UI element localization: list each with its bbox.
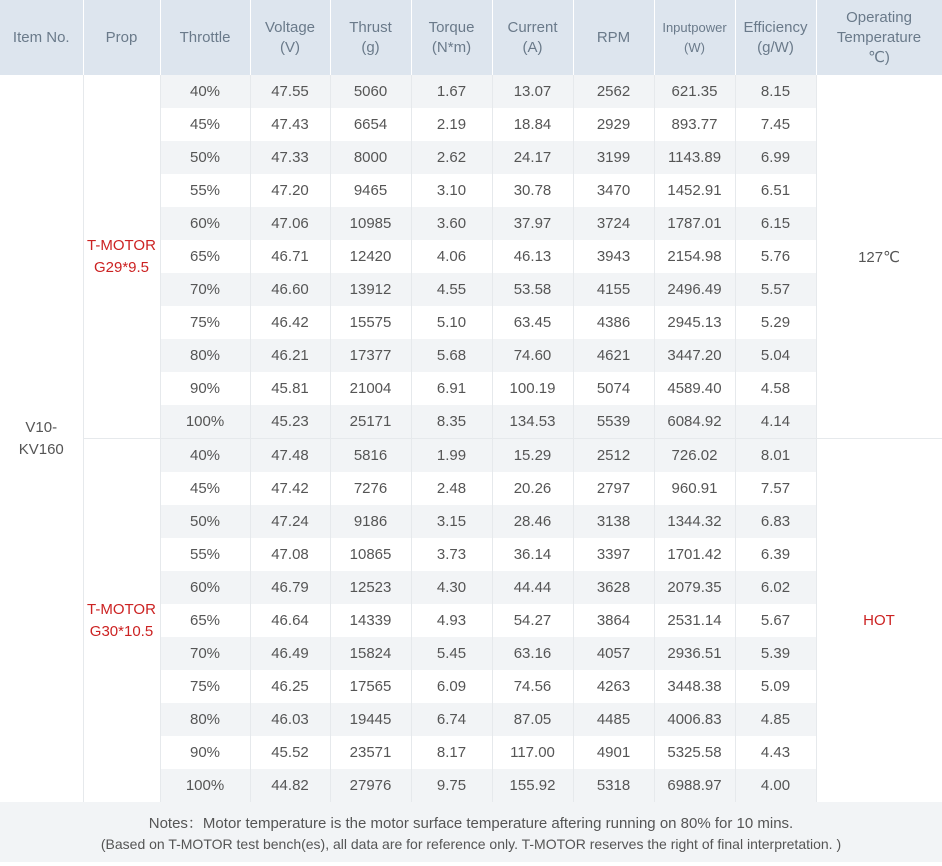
- rpm-cell: 3470: [573, 174, 654, 207]
- thrust-cell: 15575: [330, 306, 411, 339]
- current-cell: 20.26: [492, 472, 573, 505]
- thrust-cell: 5060: [330, 75, 411, 108]
- torque-cell: 2.48: [411, 472, 492, 505]
- thrust-cell: 10985: [330, 207, 411, 240]
- inputpower-cell: 6084.92: [654, 405, 735, 439]
- thrust-cell: 15824: [330, 637, 411, 670]
- throttle-cell: 60%: [160, 207, 250, 240]
- rpm-cell: 5539: [573, 405, 654, 439]
- current-cell: 74.56: [492, 670, 573, 703]
- rpm-cell: 4386: [573, 306, 654, 339]
- efficiency-cell: 5.04: [735, 339, 816, 372]
- throttle-cell: 75%: [160, 670, 250, 703]
- inputpower-cell: 960.91: [654, 472, 735, 505]
- efficiency-cell: 6.51: [735, 174, 816, 207]
- torque-cell: 8.17: [411, 736, 492, 769]
- inputpower-cell: 1143.89: [654, 141, 735, 174]
- thrust-cell: 21004: [330, 372, 411, 405]
- thrust-cell: 12420: [330, 240, 411, 273]
- current-cell: 74.60: [492, 339, 573, 372]
- rpm-cell: 3628: [573, 571, 654, 604]
- voltage-cell: 46.60: [250, 273, 330, 306]
- thrust-cell: 6654: [330, 108, 411, 141]
- throttle-cell: 60%: [160, 571, 250, 604]
- inputpower-cell: 3448.38: [654, 670, 735, 703]
- header-throttle: Throttle: [160, 0, 250, 75]
- efficiency-cell: 5.76: [735, 240, 816, 273]
- inputpower-cell: 2496.49: [654, 273, 735, 306]
- efficiency-cell: 8.01: [735, 439, 816, 473]
- torque-cell: 4.30: [411, 571, 492, 604]
- torque-cell: 3.10: [411, 174, 492, 207]
- rpm-cell: 4263: [573, 670, 654, 703]
- current-cell: 44.44: [492, 571, 573, 604]
- header-rpm: RPM: [573, 0, 654, 75]
- voltage-cell: 47.55: [250, 75, 330, 108]
- thrust-cell: 9465: [330, 174, 411, 207]
- inputpower-cell: 6988.97: [654, 769, 735, 802]
- throttle-cell: 65%: [160, 604, 250, 637]
- thrust-cell: 19445: [330, 703, 411, 736]
- throttle-cell: 50%: [160, 141, 250, 174]
- torque-cell: 1.99: [411, 439, 492, 473]
- efficiency-cell: 7.45: [735, 108, 816, 141]
- rpm-cell: 5074: [573, 372, 654, 405]
- throttle-cell: 90%: [160, 372, 250, 405]
- efficiency-cell: 5.39: [735, 637, 816, 670]
- inputpower-cell: 726.02: [654, 439, 735, 473]
- header-torque: Torque (N*m): [411, 0, 492, 75]
- thrust-cell: 12523: [330, 571, 411, 604]
- voltage-cell: 44.82: [250, 769, 330, 802]
- efficiency-cell: 6.15: [735, 207, 816, 240]
- rpm-cell: 3397: [573, 538, 654, 571]
- throttle-cell: 90%: [160, 736, 250, 769]
- thrust-cell: 9186: [330, 505, 411, 538]
- voltage-cell: 46.21: [250, 339, 330, 372]
- current-cell: 30.78: [492, 174, 573, 207]
- efficiency-cell: 5.09: [735, 670, 816, 703]
- efficiency-cell: 6.99: [735, 141, 816, 174]
- current-cell: 87.05: [492, 703, 573, 736]
- rpm-cell: 3199: [573, 141, 654, 174]
- thrust-cell: 25171: [330, 405, 411, 439]
- torque-cell: 9.75: [411, 769, 492, 802]
- throttle-cell: 75%: [160, 306, 250, 339]
- temperature-cell: 127℃: [816, 75, 942, 439]
- torque-cell: 3.60: [411, 207, 492, 240]
- header-item-no: Item No.: [0, 0, 83, 75]
- thrust-cell: 5816: [330, 439, 411, 473]
- inputpower-cell: 2936.51: [654, 637, 735, 670]
- rpm-cell: 4621: [573, 339, 654, 372]
- prop-cell: [83, 439, 160, 803]
- rpm-cell: 4057: [573, 637, 654, 670]
- current-cell: 155.92: [492, 769, 573, 802]
- voltage-cell: 46.79: [250, 571, 330, 604]
- efficiency-cell: 8.15: [735, 75, 816, 108]
- header-current: Current (A): [492, 0, 573, 75]
- rpm-cell: 3943: [573, 240, 654, 273]
- torque-cell: 5.10: [411, 306, 492, 339]
- current-cell: 24.17: [492, 141, 573, 174]
- inputpower-cell: 5325.58: [654, 736, 735, 769]
- inputpower-cell: 1701.42: [654, 538, 735, 571]
- current-cell: 63.16: [492, 637, 573, 670]
- header-efficiency: Efficiency (g/W): [735, 0, 816, 75]
- current-cell: 134.53: [492, 405, 573, 439]
- thrust-cell: 27976: [330, 769, 411, 802]
- current-cell: 18.84: [492, 108, 573, 141]
- voltage-cell: 47.08: [250, 538, 330, 571]
- current-cell: 46.13: [492, 240, 573, 273]
- efficiency-cell: 6.02: [735, 571, 816, 604]
- efficiency-cell: 6.39: [735, 538, 816, 571]
- rpm-cell: 3864: [573, 604, 654, 637]
- rpm-cell: 2512: [573, 439, 654, 473]
- voltage-cell: 47.48: [250, 439, 330, 473]
- prop-line-1: T-MOTOR: [87, 236, 156, 254]
- torque-cell: 8.35: [411, 405, 492, 439]
- current-cell: 37.97: [492, 207, 573, 240]
- throttle-cell: 45%: [160, 472, 250, 505]
- voltage-cell: 46.25: [250, 670, 330, 703]
- inputpower-cell: 2531.14: [654, 604, 735, 637]
- rpm-cell: 2562: [573, 75, 654, 108]
- rpm-cell: 4155: [573, 273, 654, 306]
- inputpower-cell: 893.77: [654, 108, 735, 141]
- header-row: [0, 0, 942, 75]
- torque-cell: 4.06: [411, 240, 492, 273]
- prop-cell: [83, 75, 160, 439]
- rpm-cell: 4901: [573, 736, 654, 769]
- current-cell: 13.07: [492, 75, 573, 108]
- rpm-cell: 4485: [573, 703, 654, 736]
- efficiency-cell: 4.00: [735, 769, 816, 802]
- prop-line-1: T-MOTOR: [87, 600, 156, 618]
- inputpower-cell: 2945.13: [654, 306, 735, 339]
- notes-line-1: Notes：Motor temperature is the motor surface temperature aftering running on 80% for 10 mins.: [148, 815, 794, 832]
- efficiency-cell: 5.29: [735, 306, 816, 339]
- torque-cell: 2.19: [411, 108, 492, 141]
- thrust-cell: 23571: [330, 736, 411, 769]
- temperature-cell: HOT: [816, 439, 942, 803]
- voltage-cell: 46.71: [250, 240, 330, 273]
- throttle-cell: 65%: [160, 240, 250, 273]
- voltage-cell: 46.49: [250, 637, 330, 670]
- inputpower-cell: 1787.01: [654, 207, 735, 240]
- torque-cell: 5.68: [411, 339, 492, 372]
- efficiency-cell: 4.58: [735, 372, 816, 405]
- voltage-cell: 47.43: [250, 108, 330, 141]
- thrust-cell: 17377: [330, 339, 411, 372]
- inputpower-cell: 1452.91: [654, 174, 735, 207]
- throttle-cell: 40%: [160, 75, 250, 108]
- torque-cell: 4.93: [411, 604, 492, 637]
- thrust-cell: 14339: [330, 604, 411, 637]
- torque-cell: 3.15: [411, 505, 492, 538]
- item-no-cell: [0, 75, 83, 802]
- notes-footer: [0, 802, 942, 862]
- torque-cell: 6.91: [411, 372, 492, 405]
- rpm-cell: 2797: [573, 472, 654, 505]
- efficiency-cell: 5.67: [735, 604, 816, 637]
- inputpower-cell: 2079.35: [654, 571, 735, 604]
- torque-cell: 4.55: [411, 273, 492, 306]
- inputpower-cell: 621.35: [654, 75, 735, 108]
- efficiency-cell: 4.43: [735, 736, 816, 769]
- current-cell: 15.29: [492, 439, 573, 473]
- throttle-cell: 100%: [160, 405, 250, 439]
- header-inputpower: Inputpower (W): [654, 0, 735, 75]
- torque-cell: 6.74: [411, 703, 492, 736]
- thrust-cell: 7276: [330, 472, 411, 505]
- throttle-cell: 100%: [160, 769, 250, 802]
- current-cell: 53.58: [492, 273, 573, 306]
- torque-cell: 3.73: [411, 538, 492, 571]
- rpm-cell: 3138: [573, 505, 654, 538]
- throttle-cell: 45%: [160, 108, 250, 141]
- item-no-line-1: V10-: [25, 418, 58, 436]
- voltage-cell: 45.81: [250, 372, 330, 405]
- throttle-cell: 55%: [160, 174, 250, 207]
- current-cell: 63.45: [492, 306, 573, 339]
- rpm-cell: 3724: [573, 207, 654, 240]
- header-operating-temperature: Operating Temperature ℃): [816, 0, 942, 75]
- inputpower-cell: 4589.40: [654, 372, 735, 405]
- torque-cell: 5.45: [411, 637, 492, 670]
- prop-line-2: G30*10.5: [89, 622, 154, 640]
- throttle-cell: 70%: [160, 273, 250, 306]
- throttle-cell: 80%: [160, 703, 250, 736]
- table-body: [0, 75, 942, 802]
- voltage-cell: 45.52: [250, 736, 330, 769]
- torque-cell: 2.62: [411, 141, 492, 174]
- current-cell: 36.14: [492, 538, 573, 571]
- rpm-cell: 5318: [573, 769, 654, 802]
- thrust-cell: 13912: [330, 273, 411, 306]
- voltage-cell: 47.20: [250, 174, 330, 207]
- efficiency-cell: 4.14: [735, 405, 816, 439]
- header-prop: Prop: [83, 0, 160, 75]
- efficiency-cell: 6.83: [735, 505, 816, 538]
- voltage-cell: 46.64: [250, 604, 330, 637]
- voltage-cell: 46.42: [250, 306, 330, 339]
- throttle-cell: 40%: [160, 439, 250, 473]
- header-thrust: Thrust (g): [330, 0, 411, 75]
- thrust-cell: 8000: [330, 141, 411, 174]
- voltage-cell: 45.23: [250, 405, 330, 439]
- inputpower-cell: 2154.98: [654, 240, 735, 273]
- voltage-cell: 47.06: [250, 207, 330, 240]
- inputpower-cell: 3447.20: [654, 339, 735, 372]
- torque-cell: 1.67: [411, 75, 492, 108]
- torque-cell: 6.09: [411, 670, 492, 703]
- efficiency-cell: 5.57: [735, 273, 816, 306]
- voltage-cell: 46.03: [250, 703, 330, 736]
- notes-line-2: (Based on T-MOTOR test bench(es), all data are for reference only. T-MOTOR reserves the right of final interpretation. ): [100, 836, 842, 852]
- current-cell: 117.00: [492, 736, 573, 769]
- item-no-line-2: KV160: [18, 440, 64, 458]
- current-cell: 100.19: [492, 372, 573, 405]
- throttle-cell: 80%: [160, 339, 250, 372]
- inputpower-cell: 1344.32: [654, 505, 735, 538]
- table-row: [0, 439, 942, 473]
- rpm-cell: 2929: [573, 108, 654, 141]
- thrust-cell: 10865: [330, 538, 411, 571]
- table-row: [0, 75, 942, 108]
- current-cell: 54.27: [492, 604, 573, 637]
- current-cell: 28.46: [492, 505, 573, 538]
- throttle-cell: 50%: [160, 505, 250, 538]
- efficiency-cell: 7.57: [735, 472, 816, 505]
- voltage-cell: 47.42: [250, 472, 330, 505]
- header-voltage: Voltage (V): [250, 0, 330, 75]
- inputpower-cell: 4006.83: [654, 703, 735, 736]
- prop-line-2: G29*9.5: [93, 258, 150, 276]
- efficiency-cell: 4.85: [735, 703, 816, 736]
- voltage-cell: 47.33: [250, 141, 330, 174]
- throttle-cell: 55%: [160, 538, 250, 571]
- voltage-cell: 47.24: [250, 505, 330, 538]
- throttle-cell: 70%: [160, 637, 250, 670]
- thrust-cell: 17565: [330, 670, 411, 703]
